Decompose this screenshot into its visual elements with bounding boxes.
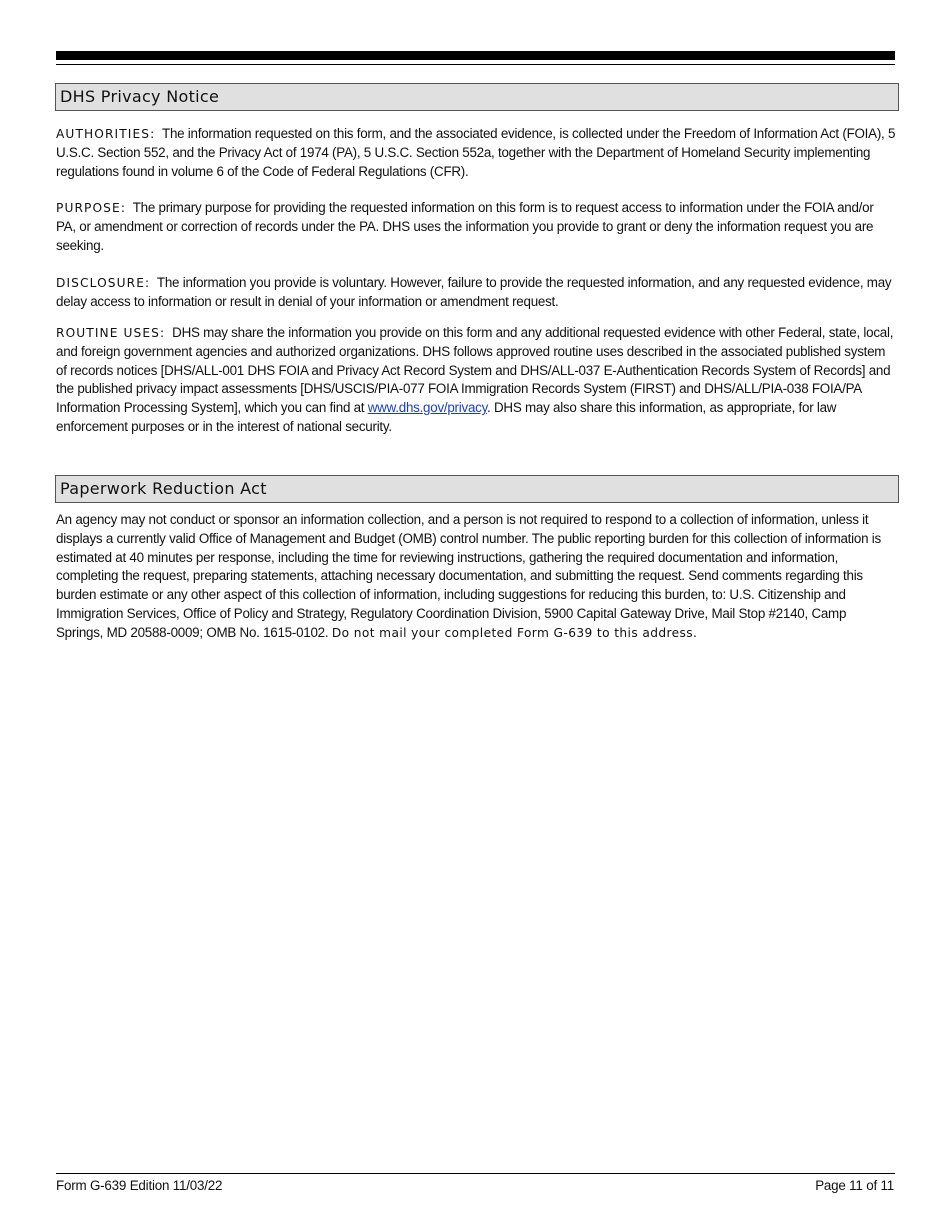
top-thin-rule: [56, 64, 895, 65]
disclosure-label: DISCLOSURE:: [56, 276, 151, 290]
form-edition: Form G-639 Edition 11/03/22: [56, 1178, 223, 1193]
disclosure-paragraph: [56, 274, 896, 312]
do-not-mail-note: Do not mail your completed Form G-639 to this address.: [331, 625, 698, 640]
purpose-text: The primary purpose for providing the requested information on this form is to request access to information under the FOIA and/or PA, or amendment or correction of records under the PA. DHS uses the information you provide to grant or deny the information request you are seeking.: [56, 200, 874, 253]
privacy-notice-header: [55, 83, 899, 111]
top-thick-rule: [56, 51, 895, 60]
routine-uses-label: ROUTINE USES:: [56, 326, 166, 340]
paperwork-act-text: An agency may not conduct or sponsor an information collection, and a person is not required to respond to a collection of information, unless it displays a currently valid Office of Management and Budget (OMB) control number. The public reporting burden for this collection of information is estimated at 40 minutes per response, including the time for reviewing instructions, gathering the required documentation and information, completing the request, preparing statements, attaching necessary documentation, and submitting the request. Send comments regarding this burden estimate or any other aspect of this collection of information, including suggestions for reducing this burden, to: U.S. Citizenship and Immigration Services, Office of Policy and Strategy, Regulatory Coordination Division, 5900 Capital Gateway Drive, Mail Stop #2140, Camp Springs, MD 20588-0009; OMB No. 1615-0102.: [56, 512, 881, 640]
routine-uses-text-after: . DHS may also share this information, as appropriate, for law enforcement purposes or in the interest of national security.: [56, 400, 837, 434]
privacy-notice-title: DHS Privacy Notice: [60, 87, 220, 106]
authorities-paragraph: [56, 125, 896, 181]
authorities-text: The information requested on this form, and the associated evidence, is collected under the Freedom of Information Act (FOIA), 5 U.S.C. Section 552, and the Privacy Act of 1974 (PA), 5 U.S.C. Section 552a, together with the Department of Homeland Security implementing regulations found in volume 6 of the Code of Federal Regulations (CFR).: [56, 126, 896, 179]
paperwork-act-paragraph: [56, 511, 896, 643]
dhs-privacy-link[interactable]: www.dhs.gov/privacy: [367, 400, 488, 416]
paperwork-act-title: Paperwork Reduction Act: [60, 479, 267, 498]
paperwork-act-header: [55, 475, 899, 503]
purpose-paragraph: [56, 199, 896, 255]
page-number: Page 11 of 11: [815, 1178, 894, 1193]
authorities-label: AUTHORITIES:: [56, 127, 156, 141]
purpose-label: PURPOSE:: [56, 201, 127, 215]
routine-uses-paragraph: [56, 324, 896, 437]
routine-uses-text: DHS may share the information you provide on this form and any additional requested evidence with other Federal, state, local, and foreign government agencies and authorized organizations. DHS follows approved routine uses described in the associated published system of records notices [DHS/ALL-001 DHS FOIA and Privacy Act Record System and DHS/ALL-037 E-Authentication Records System of Records] and the published privacy impact assessments [DHS/USCIS/PIA-077 FOIA Immigration Records System (FIRST) and DHS/ALL/PIA-038 FOIA/PA Information Processing System], which you can find at: [56, 325, 894, 416]
disclosure-text: The information you provide is voluntary. However, failure to provide the requested information, and any requested evidence, may delay access to information or result in denial of your information or amendment request.: [56, 275, 892, 309]
footer-rule: [56, 1173, 895, 1174]
